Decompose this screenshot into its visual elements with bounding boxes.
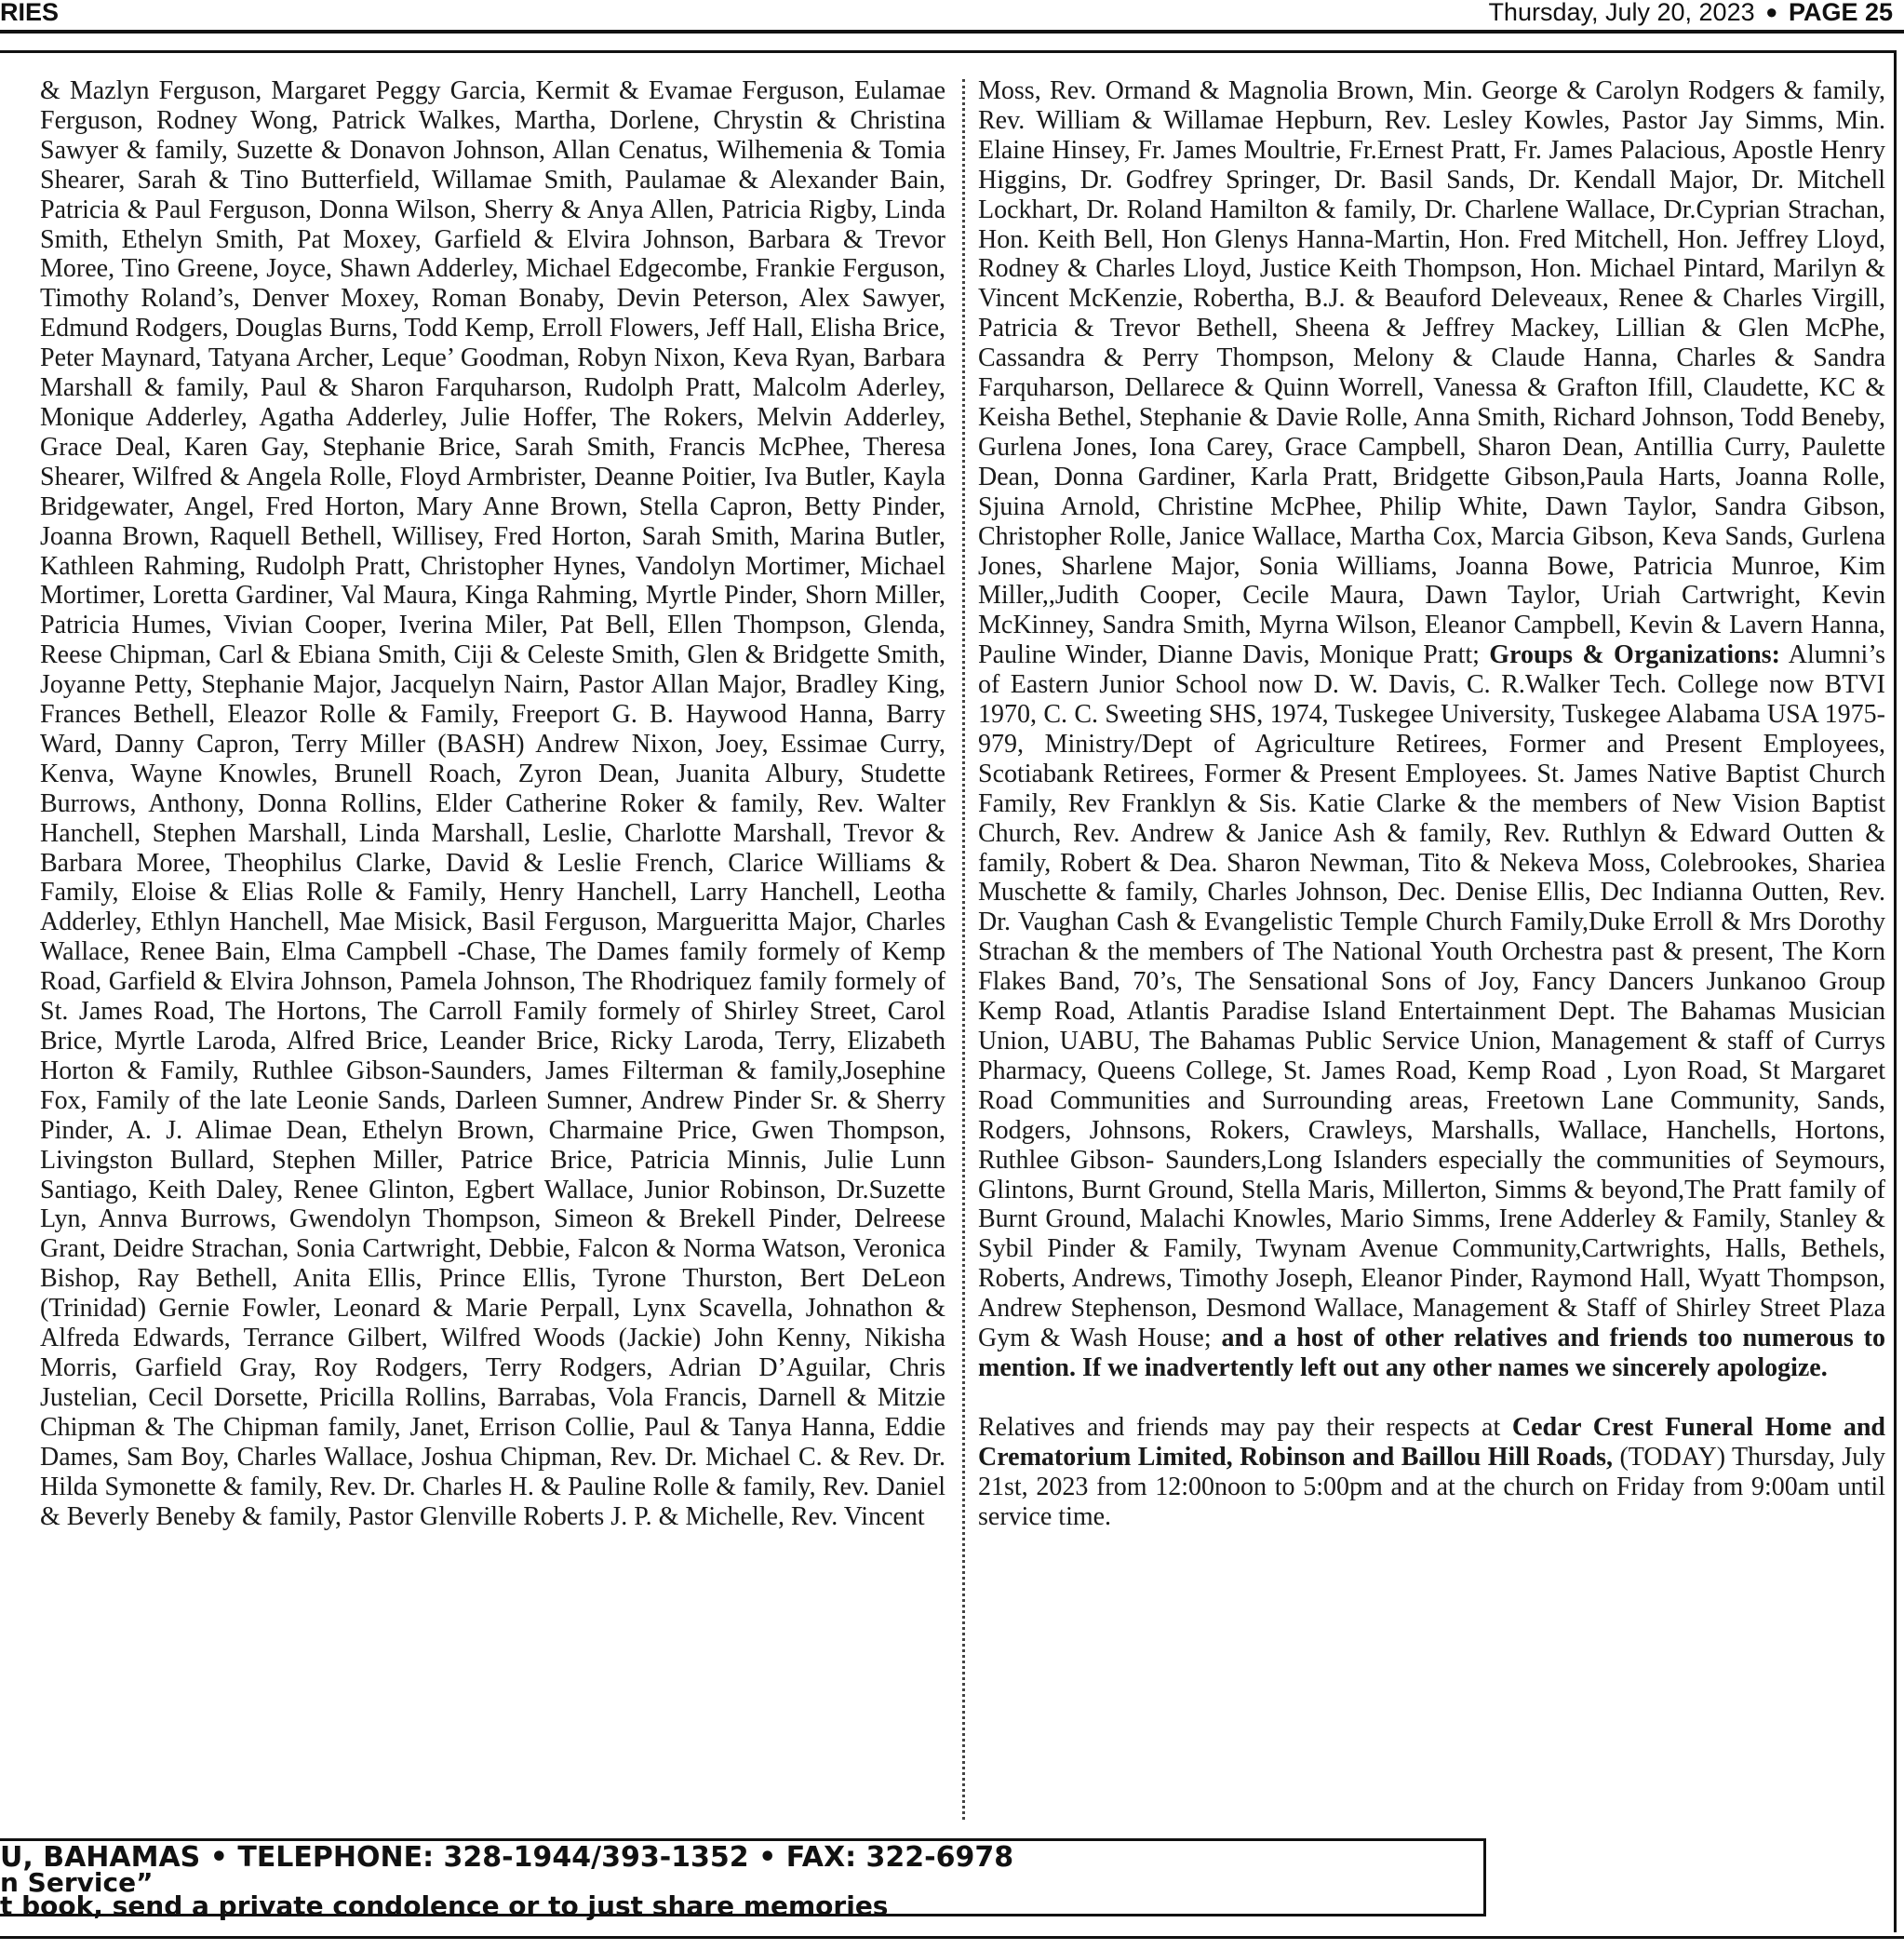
viewing-location: Cedar Crest Funeral Home and Crematorium Limited, Robinson and Baillou Hill Roads,	[978, 1412, 1885, 1472]
column-divider	[962, 79, 965, 1820]
acknowledgements-paragraph	[978, 76, 1885, 1383]
issue-date: Thursday, July 20, 2023	[1488, 0, 1755, 26]
viewing-intro: Relatives and friends may pay their respects at	[978, 1412, 1501, 1442]
page-number: PAGE 25	[1788, 0, 1893, 26]
funeral-home-footer	[0, 1838, 1486, 1921]
left-column	[40, 76, 945, 1817]
viewing-details: (TODAY) Thursday, July 21st, 2023 from 12:00noon to 5:00pm and at the church on Friday from 9:00am until service time.	[978, 1442, 1885, 1531]
section-title: RIES	[0, 0, 60, 26]
footer-slogan-line: n Service”	[0, 1867, 154, 1898]
right-column	[978, 76, 1885, 1817]
paragraph-gap	[978, 1383, 1885, 1413]
footer-guestbook-line: t book, send a private condolence or to just share memories	[0, 1890, 889, 1921]
page-header	[0, 0, 1904, 34]
header-rule	[0, 30, 1904, 34]
closing-statement: and a host of other relatives and friends too numerous to mention. If we inadvertently left out any other names we sincerely apologize.	[978, 1324, 1885, 1382]
left-column-text: & Mazlyn Ferguson, Margaret Peggy Garcia, Kermit & Evamae Ferguson, Eulamae Ferguson, Rodney Wong, Patrick Walkes, Martha, Dorlene, Chrystin & Christina Sawyer & family, Suzette & Donavon Johnson, Allan Cenatus, Wilhemenia & Tomia Shearer, Sarah & Tino Butterfield, Willamae Smith, Paulamae & Alexander Bain, Patricia & Paul Ferguson, Donna Wilson, Sherry & Anya Allen, Patricia Rigby, Linda Smith, Ethelyn Smith, Pat Moxey, Garfield & Elvira Johnson, Barbara & Trevor Moree, Tino Greene, Joyce, Shawn Adderley, Michael Edgecombe, Frankie Ferguson, Timothy Roland’s, Denver Moxey, Roman Bonaby, Devin Peterson, Alex Sawyer, Edmund Rodgers, Douglas Burns, Todd Kemp, Erroll Flowers, Jeff Hall, Elisha Brice, Peter Maynard, Tatyana Archer, Leque’ Goodman, Robyn Nixon, Keva Ryan, Barbara Marshall & family, Paul & Sharon Farquharson, Rudolph Pratt, Malcolm Aderley, Monique Adderley, Agatha Adderley, Julie Hoffer, The Rokers, Melvin Adderley, Grace Deal, Karen Gay, Stephanie Brice, Sarah Smith, Francis McPhee, Theresa Shearer, Wilfred & Angela Rolle, Floyd Armbrister, Deanne Poitier, Iva Butler, Kayla Bridgewater, Angel, Fred Horton, Mary Anne Brown, Stella Capron, Betty Pinder, Joanna Brown, Raquell Bethell, Willisey, Fred Horton, Sarah Smith, Marina Butler, Kathleen Rahming, Rudolph Pratt, Christopher Hynes, Vandolyn Mortimer, Michael Mortimer, Loretta Gardiner, Val Maura, Kinga Rahming, Myrtle Pinder, Shorn Miller, Patricia Humes, Vivian Cooper, Iverina Miler, Pat Bell, Ellen Thompson, Glenda, Reese Chipman, Carl & Ebiana Smith, Ciji & Celeste Smith, Glen & Bridgette Smith, Joyanne Petty, Stephanie Major, Jacquelyn Nairn, Pastor Allan Major, Bradley King, Frances Bethell, Eleazor Rolle & Family, Freeport G. B. Haywood Hanna, Barry Ward, Danny Capron, Terry Miller (BASH) Andrew Nixon, Joey, Essimae Curry, Kenva, Wayne Knowles, Brunell Roach, Zyron Dean, Juanita Albury, Studette Burrows, Anthony, Donna Rollins, Elder Catherine Roker & family, Rev. Walter Hanchell, Stephen Marshall, Linda Marshall, Leslie, Charlotte Marshall, Trevor & Barbara Moree, Theophilus Clarke, David & Leslie French, Clarice Williams & Family, Eloise & Elias Rolle & Family, Henry Hanchell, Larry Hanchell, Leotha Adderley, Ethlyn Hanchell, Mae Misick, Basil Ferguson, Margueritta Major, Charles Wallace, Renee Bain, Elma Campbell -Chase, The Dames family formely of Kemp Road, Garfield & Elvira Johnson, Pamela Johnson, The Rhodriquez family formely of St. James Road, The Hortons, The Carroll Family formely of Shirley Street, Carol Brice, Myrtle Laroda, Alfred Brice, Leander Brice, Ricky Laroda, Terry, Elizabeth Horton & Family, Ruthlee Gibson-Saunders, James Filterman & family,Josephine Fox, Family of the late Leonie Sands, Darleen Sumner, Andrew Pinder Sr. & Sherry Pinder, A. J. Alimae Dean, Ethelyn Brown, Charmaine Price, Gwen Thompson, Livingston Bullard, Stephen Miller, Patrice Brice, Patricia Minnis, Julie Lunn Santiago, Keith Daley, Renee Glinton, Egbert Wallace, Junior Robinson, Dr.Suzette Lyn, Annva Burrows, Gwendolyn Thompson, Simeon & Brekell Pinder, Delreese Grant, Deidre Strachan, Sonia Cartwright, Debbie, Falcon & Norma Watson, Veronica Bishop, Ray Bethell, Anita Ellis, Prince Ellis, Tyrone Thurston, Bert DeLeon (Trinidad) Gernie Fowler, Leonard & Marie Perpall, Lynx Scavella, Johnathon & Alfreda Edwards, Terrance Gilbert, Wilfred Woods (Jackie) John Kenny, Nikisha Morris, Garfield Gray, Roy Rodgers, Terry Rodgers, Adrian D’Aguilar, Chris Justelian, Cecil Dorsette, Pricilla Rollins, Barrabas, Vola Francis, Darnell & Mitzie Chipman & The Chipman family, Janet, Errison Collie, Paul & Tanya Hanna, Eddie Dames, Sam Boy, Charles Wallace, Joshua Chipman, Rev. Dr. Michael C. & Rev. Dr. Hilda Symonette & family, Rev. Dr. Charles H. & Pauline Rolle & family, Rev. Daniel & Beverly Beneby & family, Pastor Glenville Roberts J. P. & Michelle, Rev. Vincent	[40, 76, 945, 1531]
bottom-rule	[0, 1936, 1904, 1939]
footer-contact-line: U, BAHAMAS • TELEPHONE: 328-1944/393-1352 • FAX: 322-6978	[0, 1841, 1014, 1874]
names-list: Moss, Rev. Ormand & Magnolia Brown, Min. George & Carolyn Rodgers & family, Rev. William & Willamae Hepburn, Rev. Lesley Kowles, Pastor Jay Simms, Min. Elaine Hinsey, Fr. James Moultrie, Fr.Ernest Pratt, Fr. James Palacious, Apostle Henry Higgins, Dr. Godfrey Springer, Dr. Basil Sands, Dr. Kendall Major, Dr. Mitchell Lockhart, Dr. Roland Hamilton & family, Dr. Charlene Wallace, Dr.Cyprian Strachan, Hon. Keith Bell, Hon Glenys Hanna-Martin, Hon. Fred Mitchell, Hon. Jeffrey Lloyd, Rodney & Charles Lloyd, Justice Keith Thompson, Hon. Michael Pintard, Marilyn & Vincent McKenzie, Robertha, B.J. & Beauford Deleveaux, Renee & Charles Virgill, Patricia & Trevor Bethell, Sheena & Jeffrey Mackey, Lillian & Glen McPhe, Cassandra & Perry Thompson, Melony & Claude Hanna, Charles & Sandra Farquharson, Dellarece & Quinn Worrell, Vanessa & Grafton Ifill, Claudette, KC & Keisha Bethel, Stephanie & Davie Rolle, Anna Smith, Richard Johnson, Todd Beneby, Gurlena Jones, Iona Carey, Grace Campbell, Sharon Dean, Antillia Curry, Paulette Dean, Donna Gardiner, Karla Pratt, Bridgette Gibson,Paula Harts, Joanna Rolle, Sjuina Arnold, Christine McPhee, Philip White, Dawn Taylor, Sandra Gibson, Christopher Rolle, Janice Wallace, Martha Cox, Marcia Gibson, Keva Sands, Gurlena Jones, Sharlene Major, Sonia Williams, Joanna Bowe, Patricia Munroe, Kim Miller,,Judith Cooper, Cecile Maura, Dawn Taylor, Uriah Cartwright, Kevin McKinney, Sandra Smith, Myrna Wilson, Eleanor Campbell, Kevin & Lavern Hanna, Pauline Winder, Dianne Davis, Monique Pratt;	[978, 76, 1885, 670]
date-page-info	[1488, 0, 1893, 27]
groups-heading: Groups & Organizations:	[1489, 640, 1780, 670]
bullet-separator: ●	[1765, 0, 1778, 23]
viewing-paragraph	[978, 1413, 1885, 1532]
groups-list: Alumni’s of Eastern Junior School now D. W. Davis, C. R.Walker Tech. College now BTVI 1970, C. C. Sweeting SHS, 1974, Tuskegee University, Tuskegee Alabama USA 1975-979, Ministry/Dept of Agriculture Retirees, Former and Present Employees, Scotiabank Retirees, Former & Present Employees. St. James Native Baptist Church Family, Rev Franklyn & Sis. Katie Clarke & the members of New Vision Baptist Church, Rev. Andrew & Janice Ash & family, Rev. Ruthlyn & Edward Outten & family, Robert & Dea. Sharon Newman, Tito & Nekeva Moss, Colebrookes, Shariea Muschette & family, Charles Johnson, Dec. Denise Ellis, Dec Indianna Outten, Rev. Dr. Vaughan Cash & Evangelistic Temple Church Family,Duke Erroll & Mrs Dorothy Strachan & the members of The National Youth Orchestra past & present, The Korn Flakes Band, 70’s, The Sensational Sons of Joy, Fancy Dancers Junkanoo Group Kemp Road, Atlantis Paradise Island Entertainment Dept. The Bahamas Musician Union, UABU, The Bahamas Public Service Union, Management & staff of Currys Pharmacy, Queens College, St. James Road, Kemp Road , Lyon Road, St Margaret Road Communities and Surrounding areas, Freetown Lane Community, Sands, Rodgers, Johnsons, Rokers, Crawleys, Marshalls, Wallace, Hanchells, Hortons, Ruthlee Gibson- Saunders,Long Islanders especially the communities of Seymours, Glintons, Burnt Ground, Stella Maris, Millerton, Simms & beyond,The Pratt family of Burnt Ground, Malachi Knowles, Mario Simms, Irene Adderley & Family, Stanley & Sybil Pinder & Family, Twynam Avenue Community,Cartwrights, Halls, Bethels, Roberts, Andrews, Timothy Joseph, Eleanor Pinder, Raymond Hall, Wyatt Thompson, Andrew Stephenson, Desmond Wallace, Management & Staff of Shirley Street Plaza Gym & Wash House;	[978, 640, 1885, 1353]
